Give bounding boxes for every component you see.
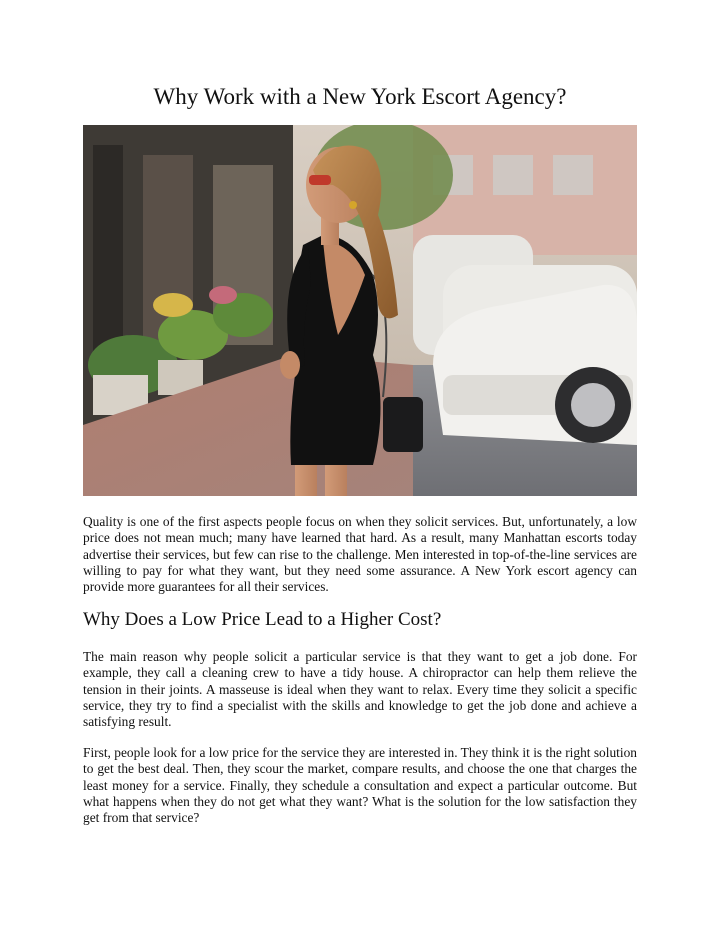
woman-street-photo	[83, 125, 637, 496]
section-heading: Why Does a Low Price Lead to a Higher Cost?	[83, 609, 442, 630]
body-paragraph-3: First, people look for a low price for the service they are interested in. They think it is the right solution to get the best deal. Then, they scour the market, compare results, and choose the one that charges the least money for a service. Finally, they schedule a consultation and expect a particular outcome. But what happens when they do not get what they want? What is the solution for the low satisfaction they get from that service?	[83, 745, 637, 826]
page-title: Why Work with a New York Escort Agency?	[153, 84, 567, 109]
body-paragraph-2: The main reason why people solicit a particular service is that they want to get a job done. For example, they call a cleaning crew to have a tidy house. A chiropractor can help them relieve the tension in their joints. A masseuse is ideal when they want to relax. Every time they solicit a specific service, they try to find a specialist with the skills and knowledge to get the job done and achieve a satisfying result.	[83, 649, 637, 730]
intro-paragraph: Quality is one of the first aspects people focus on when they solicit services. But, unfortunately, a low price does not mean much; many have learned that hard. As a result, many Manhattan escorts today advertise their services, but few can rise to the challenge. Men interested in top-of-the-line services are willing to pay for what they want, but they need some assurance. A New York escort agency can provide more guarantees for all their services.	[83, 514, 637, 595]
